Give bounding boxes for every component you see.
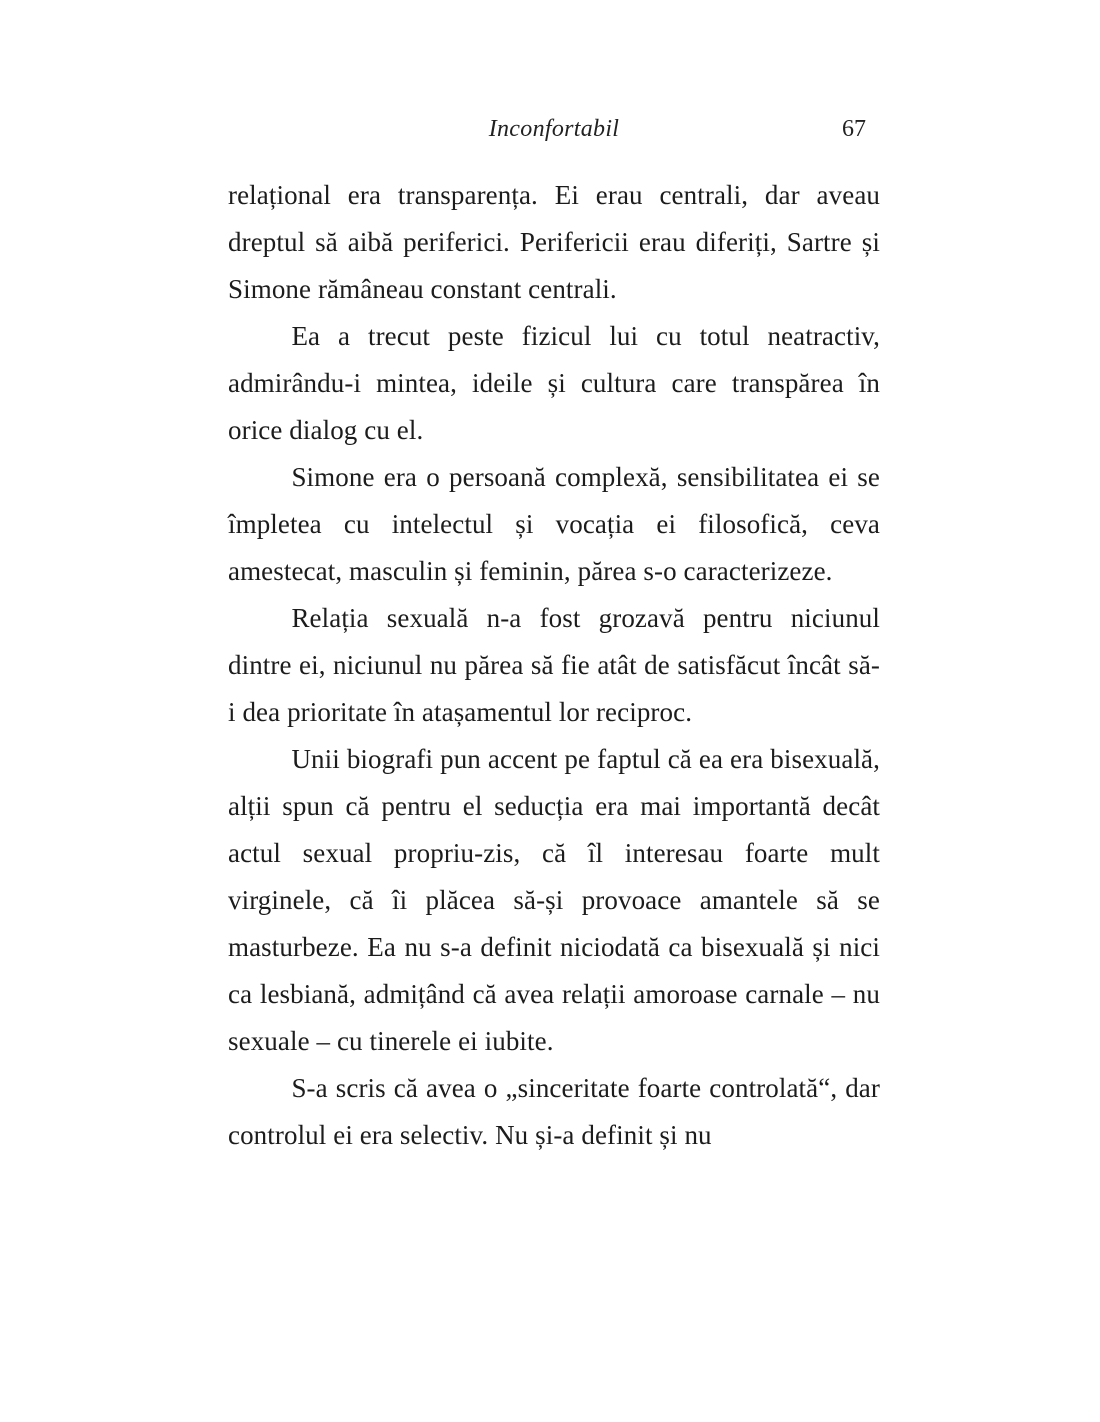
- paragraph: Relația sexuală n-a fost grozavă pentru niciunul dintre ei, niciunul nu părea să fie atât de satisfăcut încât să-i dea prioritate în atașamentul lor reciproc.: [228, 603, 880, 727]
- running-header-title: Inconfortabil: [488, 116, 620, 142]
- running-header: [228, 112, 880, 146]
- page-number: 67: [842, 116, 866, 142]
- paragraph-continuation: relațional era transparența. Ei erau centrali, dar aveau dreptul să aibă periferici. Perifericii erau diferiți, Sartre și Simone rămâneau constant centrali.: [228, 180, 880, 304]
- body-text-block: [228, 172, 880, 1159]
- paragraph: Ea a trecut peste fizicul lui cu totul neatractiv, admirându-i mintea, ideile și cultura care transpărea în orice dialog cu el.: [228, 321, 880, 445]
- paragraph: Simone era o persoană complexă, sensibilitatea ei se împletea cu intelectul și vocația ei filosofică, ceva amestecat, masculin și feminin, părea s-o caracterizeze.: [228, 462, 880, 586]
- paragraph: Unii biografi pun accent pe faptul că ea era bisexuală, alții spun că pentru el seducția era mai importantă decât actul sexual propriu-zis, că îl interesau foarte mult virginele, că îi plăcea să-și provoace amantele să se masturbeze. Ea nu s-a definit niciodată ca bisexuală și nici ca lesbiană, admițând că avea relații amoroase carnale – nu sexuale – cu tinerele ei iubite.: [228, 744, 880, 1056]
- paragraph: S-a scris că avea o „sinceritate foarte controlată“, dar controlul ei era selectiv. Nu și-a definit și nu: [228, 1073, 880, 1150]
